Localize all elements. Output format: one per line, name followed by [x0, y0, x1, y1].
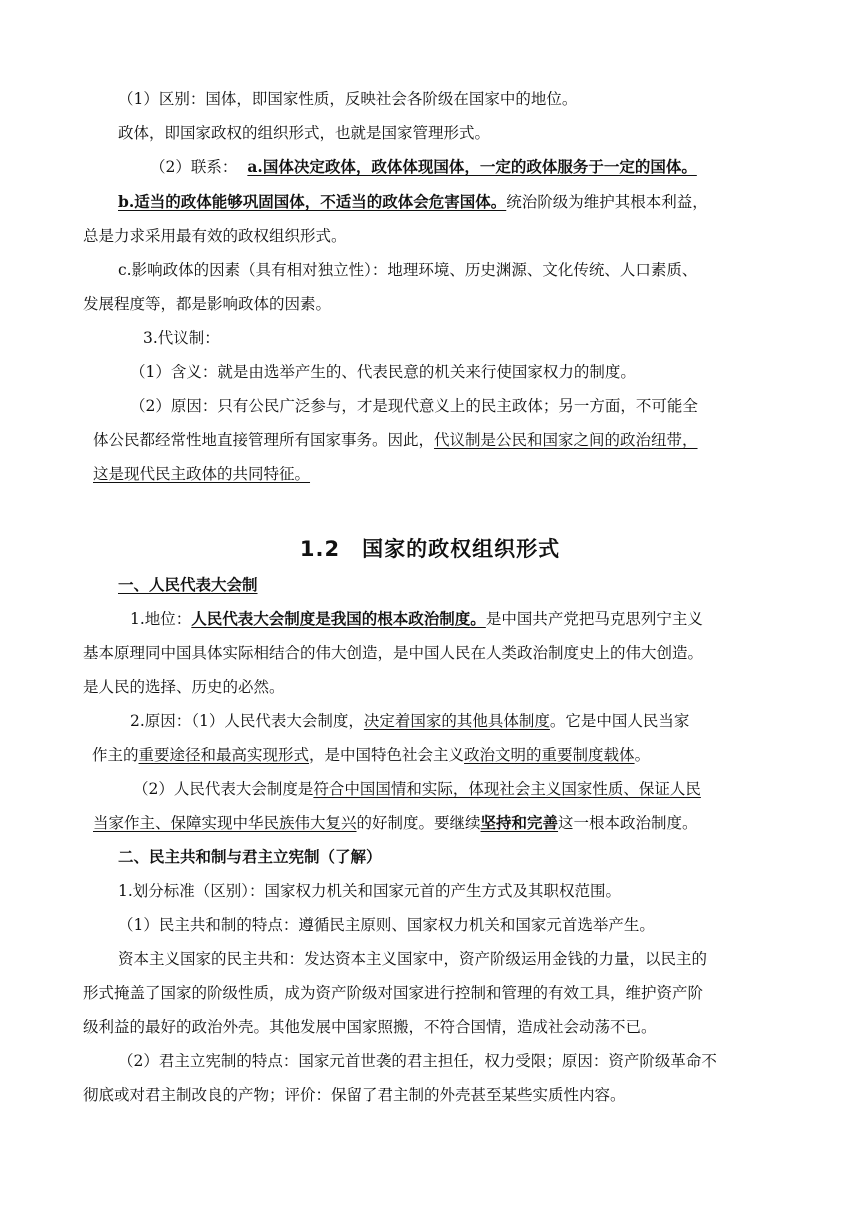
paragraph-line: （2）君主立宪制的特点：国家元首世袭的君主担任，权力受限；原因：资产阶级革命不	[118, 1052, 717, 1070]
paragraph-line: 基本原理同中国具体实际相结合的伟大创造，是中国人民在人类政治制度史上的伟大创造。	[83, 644, 704, 662]
key-point: 符合中国国情和实际，体现社会主义国家性质、保证人民	[313, 780, 701, 798]
paragraph-line	[118, 192, 708, 212]
key-point: 代议制是公民和国家之间的政治纽带，	[434, 431, 698, 449]
paragraph-line: 形式掩盖了国家的阶级性质，成为资产阶级对国家进行控制和管理的有效工具，维护资产阶	[83, 984, 704, 1002]
paragraph-line	[93, 813, 698, 833]
text-run: 这一根本政治制度。	[558, 814, 698, 832]
paragraph-line: 彻底或对君主制改良的产物；评价：保留了君主制的外壳甚至某些实质性内容。	[83, 1086, 626, 1104]
subsection-heading: 一、人民代表大会制	[118, 576, 258, 594]
paragraph-line: 级利益的最好的政治外壳。其他发展中国家照搬，不符合国情，造成社会动荡不已。	[83, 1018, 657, 1036]
paragraph-line: 1.划分标准（区别）：国家权力机关和国家元首的产生方式及其职权范围。	[118, 882, 622, 900]
section-title: 1.2 国家的政权组织形式	[299, 537, 561, 561]
paragraph-line	[130, 711, 689, 731]
text-run: 作主的	[92, 746, 139, 764]
paragraph-line: 是人民的选择、历史的必然。	[83, 678, 285, 696]
paragraph-line: （1）含义：就是由选举产生的、代表民意的机关来行使国家权力的制度。	[130, 363, 636, 381]
key-point: a.国体决定政体，政体体现国体，一定的政体服务于一定的国体。	[247, 157, 697, 176]
text-run: （2）联系：	[150, 158, 238, 176]
key-point: 当家作主、保障实现中华民族伟大复兴	[93, 814, 357, 832]
key-point: 坚持和完善	[480, 813, 559, 832]
paragraph-line: c.影响政体的因素（具有相对独立性）：地理环境、历史渊源、文化传统、人口素质、	[118, 261, 698, 279]
text-run: 1.地位：	[130, 610, 192, 628]
paragraph-line: （2）原因：只有公民广泛参与，才是现代意义上的民主政体；另一方面，不可能全	[130, 397, 698, 415]
text-run: ，是中国特色社会主义	[309, 746, 465, 764]
text-run: 是中国共产党把马克思列宁主义	[485, 610, 703, 628]
paragraph-line: （1）民主共和制的特点：遵循民主原则、国家权力机关和国家元首选举产生。	[118, 916, 655, 934]
key-point: 决定着国家的其他具体制度	[363, 712, 550, 730]
text-run: 。	[634, 746, 651, 764]
key-point: 这是现代民主政体的共同特征。	[93, 465, 311, 483]
paragraph-line	[92, 745, 650, 765]
key-point: 人民代表大会制度是我国的根本政治制度。	[191, 609, 486, 628]
paragraph-line	[130, 609, 703, 629]
section-label: 3.代议制：	[143, 329, 220, 347]
text-run: 统治阶级为维护其根本利益，	[506, 193, 708, 211]
text-run: 体公民都经常性地直接管理所有国家事务。因此，	[93, 431, 435, 449]
subsection-heading: 二、民主共和制与君主立宪制（了解）	[118, 848, 382, 866]
text-run: 2.原因：（1）人民代表大会制度，	[130, 712, 364, 730]
key-point: 重要途径和最高实现形式	[138, 746, 310, 764]
paragraph-line	[93, 464, 310, 484]
paragraph-line: （1）区别：国体，即国家性质，反映社会各阶级在国家中的地位。	[118, 90, 578, 108]
paragraph-line: 总是力求采用最有效的政权组织形式。	[83, 227, 347, 245]
key-point: 政治文明的重要制度载体	[464, 746, 635, 764]
paragraph-line	[93, 430, 698, 450]
text-run: （2）人民代表大会制度是	[133, 780, 314, 798]
paragraph-line: 发展程度等，都是影响政体的因素。	[83, 295, 332, 313]
key-point: b.适当的政体能够巩固国体，不适当的政体会危害国体。	[118, 192, 507, 211]
paragraph-line: 政体，即国家政权的组织形式，也就是国家管理形式。	[118, 124, 491, 142]
text-run: 。它是中国人民当家	[549, 712, 690, 730]
paragraph-line	[133, 779, 701, 799]
paragraph-line	[150, 157, 697, 177]
text-run: 的好制度。要继续	[356, 814, 481, 832]
paragraph-line: 资本主义国家的民主共和：发达资本主义国家中，资产阶级运用金钱的力量，以民主的	[118, 950, 708, 968]
